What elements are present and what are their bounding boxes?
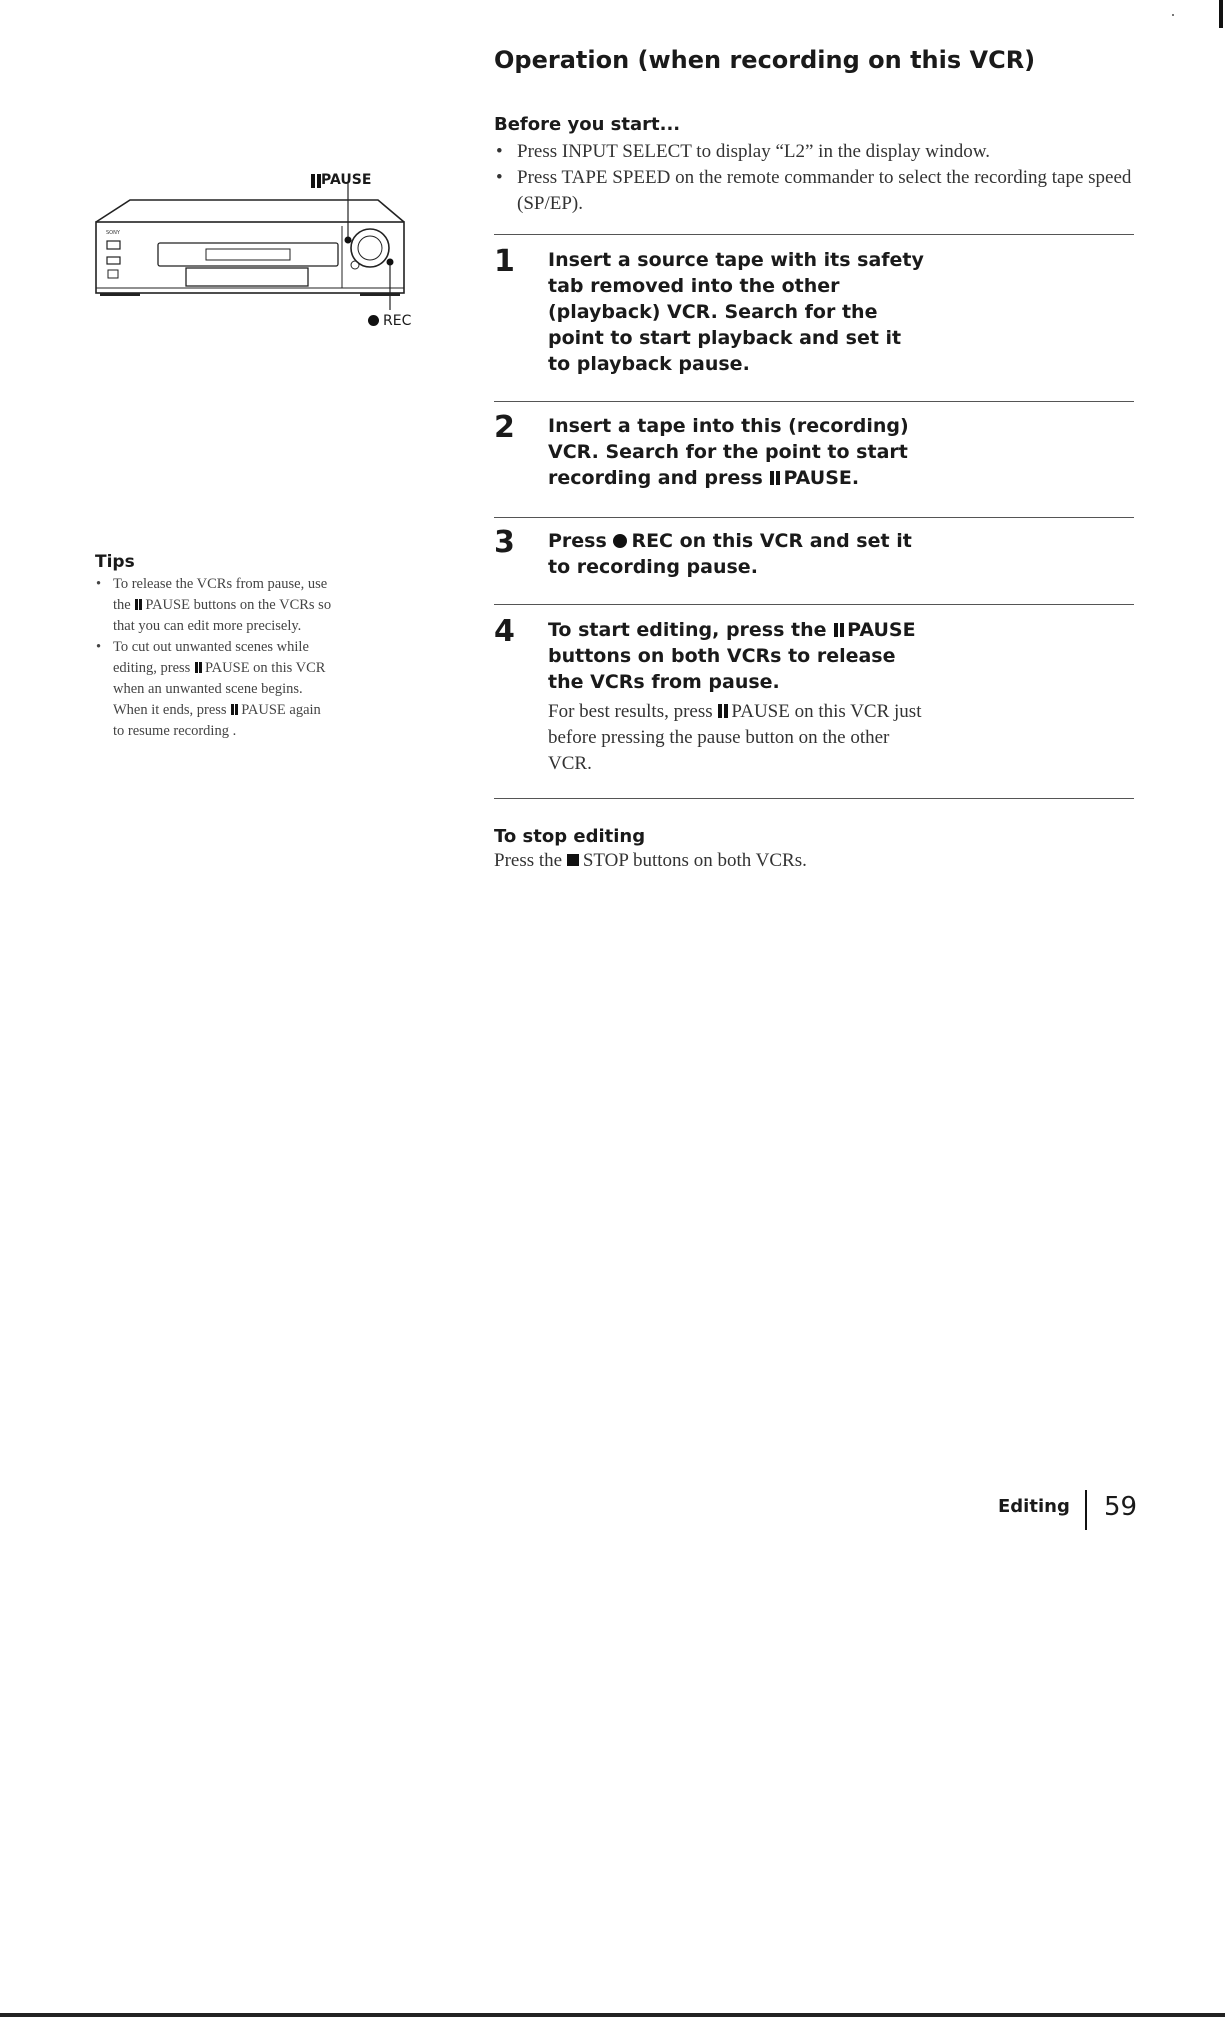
tip-item xyxy=(95,574,335,637)
pause-callout-label: PAUSE xyxy=(321,172,372,188)
step-3-number: 3 xyxy=(494,525,515,560)
pause-icon xyxy=(194,662,203,673)
step-1-number: 1 xyxy=(494,244,515,279)
step-2-number: 2 xyxy=(494,410,515,445)
pause-icon xyxy=(134,599,143,610)
divider xyxy=(494,401,1134,402)
footer-divider xyxy=(1085,1490,1087,1530)
before-item-2: • Press TAPE SPEED on the remote commander to select the recording tape speed (SP/EP). xyxy=(494,165,1134,217)
step-4-note xyxy=(548,699,928,777)
tips-heading: Tips xyxy=(95,552,135,572)
stop-icon xyxy=(567,854,579,866)
tip-text: To cut out unwanted scenes while editing, press xyxy=(113,639,309,676)
divider xyxy=(494,798,1134,799)
step-2-text-part: Insert a tape into this (recording) VCR. Search for the point to start recording and press xyxy=(548,415,909,489)
rec-icon xyxy=(613,534,627,548)
page-title: Operation (when recording on this VCR) xyxy=(494,46,1036,74)
pause-icon xyxy=(717,704,729,718)
stop-editing-heading: To stop editing xyxy=(494,826,646,847)
pause-icon xyxy=(769,471,781,485)
step-4-text-part: PAUSE buttons on both VCRs to release the VCRs from pause. xyxy=(548,619,916,693)
page-bottom-edge xyxy=(0,2013,1225,2017)
margin-mark xyxy=(1219,0,1223,28)
step-4-number: 4 xyxy=(494,614,515,649)
tip-item xyxy=(95,637,335,742)
step-1-text: Insert a source tape with its safety tab removed into the other (playback) VCR. Search for the point to start playback and set it to playback pause. xyxy=(548,249,924,375)
before-item-1: • Press INPUT SELECT to display “L2” in the display window. xyxy=(494,139,1134,165)
before-you-start-heading: Before you start... xyxy=(494,114,681,135)
divider xyxy=(494,234,1134,235)
margin-dot xyxy=(1172,14,1174,16)
step-4-note-part: For best results, press xyxy=(548,701,713,722)
tip-text: To release the VCRs from pause, use the xyxy=(113,576,328,613)
step-4-text-part: To start editing, press the xyxy=(548,619,827,641)
brand-logo: SONY xyxy=(106,230,120,236)
step-4-note-part: PAUSE on this VCR just before pressing the pause button on the other VCR. xyxy=(548,701,922,774)
stop-text-part: Press the xyxy=(494,850,563,871)
step-3-text-part: REC on this VCR and set it to recording pause. xyxy=(548,530,912,578)
tip-text: PAUSE on this VCR when an unwanted scene begins. When it ends, press xyxy=(113,660,326,718)
pause-icon xyxy=(230,704,239,715)
step-4-text xyxy=(548,617,928,695)
stop-text-part: STOP buttons on both VCRs. xyxy=(582,850,807,871)
tips-list xyxy=(95,574,335,742)
divider xyxy=(494,604,1134,605)
step-3-text-part: Press xyxy=(548,530,607,552)
tip-text: PAUSE again to resume recording . xyxy=(113,702,321,739)
step-2-text-part: PAUSE. xyxy=(783,467,860,489)
vcr-illustration xyxy=(90,170,430,340)
divider xyxy=(494,517,1134,518)
tip-text: PAUSE buttons on the VCRs so that you can edit more precisely. xyxy=(113,597,332,634)
footer-section-name: Editing xyxy=(998,1496,1070,1517)
page-number: 59 xyxy=(1104,1492,1138,1522)
before-you-start-list xyxy=(494,139,1134,217)
step-3-text xyxy=(548,528,928,580)
rec-callout-label: REC xyxy=(383,313,412,329)
stop-editing-text xyxy=(494,850,807,872)
step-2-text xyxy=(548,413,928,491)
pause-icon xyxy=(833,623,845,637)
